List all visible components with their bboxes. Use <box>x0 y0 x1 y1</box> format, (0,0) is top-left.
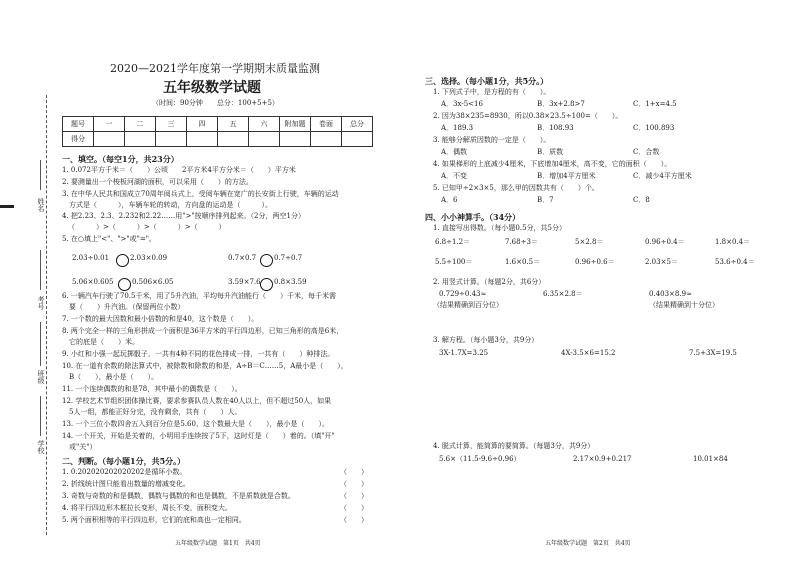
question-7: 7. 一个数的最大因数和最小倍数的和是40，这个数是（ ）。 <box>62 315 259 323</box>
calc-vertical-note: （结果精确到百分位） <box>433 301 503 309</box>
score-cell[interactable] <box>218 132 249 147</box>
score-cell[interactable] <box>125 132 156 147</box>
calc-vertical-item: 0.729÷0.43≈ <box>439 290 487 298</box>
question-4-line1: 4. 把2.23、2.3、2.232和2.22……用">"按顺序排列起来。（2分，两空1分） <box>62 212 305 220</box>
score-header: 附加题 <box>280 117 311 132</box>
calc-direct-item: 5×2.8＝ <box>575 238 604 246</box>
question-8-line1: 8. 两个完全一样的三角形拼成一个面积是36平方米的平行四边形，已知三角形的高是6米， <box>62 327 344 335</box>
score-header: 题号 <box>63 117 94 132</box>
judge-answer[interactable]: （ ） <box>340 504 368 512</box>
section-calc-title: 四、小小神算手。（34分） <box>425 212 521 222</box>
compare-expression: 0.7×0.7 <box>228 254 257 262</box>
calc-vertical-title: 2. 用竖式计算。（每题2分，共6分） <box>433 278 546 286</box>
section-choice-title: 三、选择。（每小题1分，共5分。） <box>425 76 549 86</box>
equation-item: 3X-1.7X=3.25 <box>439 349 489 357</box>
question-13: 13. 一个三位小数四舍五入到百分位是5.60，这个数最大是（ ），最小是（ ）。 <box>62 420 329 428</box>
compare-circle[interactable] <box>118 274 131 293</box>
exam-title: 2020—2021学年度第一学期期末质量监测 <box>110 62 320 75</box>
choice-option[interactable]: A．偶数 <box>441 148 468 156</box>
judge-4: 4. 将平行四边形木框拉长变形，周长不变，面积变大。 <box>62 504 232 512</box>
compare-expression: 2.03÷0.01 <box>72 254 110 262</box>
question-1: 1. 0.072平方千米＝（ ）公顷 2平方米4平方分米＝（ ）平方米 <box>62 166 296 174</box>
question-4-line2: （ ）>（ ）>（ ）>（ ） <box>68 223 226 231</box>
score-cell[interactable] <box>187 132 218 147</box>
question-12-line1: 12. 学校艺术节组织团体操比赛，要求参赛队员人数在40人以上，但不超过50人，如果 <box>62 397 332 405</box>
choice-option[interactable]: A．3x-5<16 <box>441 100 483 108</box>
score-header: 五 <box>218 117 249 132</box>
choice-option[interactable]: A．6 <box>441 196 458 204</box>
calc-direct-item: 7.68÷3＝ <box>505 238 538 246</box>
score-header: 卷面 <box>311 117 342 132</box>
question-5: 5. 在○填上"<"、">"或"="。 <box>62 235 156 243</box>
score-row-label: 得分 <box>63 132 94 147</box>
choice-option[interactable]: C．1+x=4.5 <box>633 100 677 108</box>
calc-vertical-item: 0.403×8.9≈ <box>649 290 692 298</box>
choice-4: 4. 如果梯形的上底减少4厘米，下底增加4厘米，高不变，它的面积（ ）。 <box>433 160 672 168</box>
score-cell[interactable] <box>280 132 311 147</box>
score-cell[interactable] <box>156 132 187 147</box>
choice-option[interactable]: C．100.893 <box>633 124 675 132</box>
choice-option[interactable]: B．质数 <box>537 148 564 156</box>
margin-mark <box>0 205 14 208</box>
score-cell[interactable] <box>311 132 342 147</box>
page-right <box>397 0 794 574</box>
judge-5: 5. 两个面积相等的平行四边形，它们的底和高也一定相同。 <box>62 516 246 524</box>
calc-direct-item: 2.03×5＝ <box>645 258 678 266</box>
choice-option[interactable]: A．189.3 <box>441 124 474 132</box>
choice-option[interactable]: C．减少4平方厘米 <box>633 172 692 180</box>
choice-1: 1. 下列式子中，是方程的有（ ）。 <box>433 88 551 96</box>
compare-expression: 3.59×7.6 <box>228 278 261 286</box>
choice-option[interactable]: C．合数 <box>633 148 660 156</box>
question-14-line2: 或"关"） <box>62 443 97 451</box>
section-fill-title: 一、填空。（每空1分，共23分） <box>62 154 179 164</box>
choice-2: 2. 因为38×235=8930，所以0.38×23.5÷100=（ ）。 <box>433 112 623 120</box>
question-3-line2: 方式是（ ），车辆车轮的转动，方向盘的运动是（ ）。 <box>62 201 272 209</box>
compare-expression: 0.7÷0.7 <box>274 254 303 262</box>
binding-line <box>46 95 47 535</box>
question-2: 2. 要测量出一个梭板河湖的面积，可以采用（ ）的方法。 <box>62 178 253 186</box>
judge-answer[interactable]: （ ） <box>340 492 368 500</box>
calc-direct-item: 1.6×0.5＝ <box>505 258 541 266</box>
compare-expression: 2.03×0.09 <box>130 254 168 262</box>
choice-option[interactable]: C．8 <box>633 196 650 204</box>
score-header: 六 <box>249 117 280 132</box>
calc-direct-item: 0.96÷0.4＝ <box>645 238 685 246</box>
score-header: 一 <box>94 117 125 132</box>
score-cell[interactable] <box>342 132 373 147</box>
score-cell[interactable] <box>249 132 280 147</box>
score-table <box>62 116 373 147</box>
judge-answer[interactable]: （ ） <box>340 480 368 488</box>
time-score-info: （时间：90分钟 总分：100+5+5） <box>152 99 279 107</box>
step-calc-item: 10.01×84 <box>693 455 728 463</box>
subject-title: 五年级数学试题 <box>163 80 261 96</box>
choice-option[interactable]: A．不变 <box>441 172 468 180</box>
equation-title: 3. 解方程。（每小题3分，共9分） <box>433 336 539 344</box>
question-3-line1: 3. 在中华人民共和国成立70周年阅兵式上，受阅车辆在宽广的长安街上行驶，车辆的运动 <box>62 190 339 198</box>
calc-direct-item: 53.6÷0.4＝ <box>715 258 755 266</box>
score-header: 总分 <box>342 117 373 132</box>
label-number: 考号 <box>37 296 45 310</box>
compare-circle[interactable] <box>260 274 273 293</box>
choice-option[interactable]: B．108.93 <box>537 124 574 132</box>
label-school: 学校 <box>37 440 45 454</box>
number-line <box>40 250 41 290</box>
school-line <box>40 396 41 436</box>
class-line <box>40 322 41 366</box>
calc-vertical-note: （结果精确到十分位） <box>649 301 719 309</box>
score-header: 四 <box>187 117 218 132</box>
page-footer-left: 五年级数学试题 第1页 共4页 <box>175 540 261 547</box>
question-14-line1: 14. 一个开关，开始是关着的，小明用手连续按了5下，这时灯是（ ）着的。（填"开" <box>62 432 335 440</box>
question-12-line2: 5人一组，都能正好分完，没有剩余，共有（ ）人。 <box>62 408 242 416</box>
choice-option[interactable]: B．增加4平方厘米 <box>537 172 596 180</box>
judge-1: 1. 0.202020202020202是循环小数。 <box>62 468 187 476</box>
compare-expression: 5.06×0.605 <box>72 278 114 286</box>
question-11: 11. 一个连续偶数的和是78，其中最小的偶数是（ ）。 <box>62 385 242 393</box>
calc-direct-item: 1.8×0.4＝ <box>715 238 751 246</box>
judge-2: 2. 折线统计图只能看出数量的增减变化。 <box>62 480 190 488</box>
compare-expression: 0.8×3.59 <box>274 278 307 286</box>
page-footer-right: 五年级数学试题 第2页 共4页 <box>545 540 631 547</box>
compare-circle[interactable] <box>260 250 273 269</box>
calc-vertical-item: 6.35×2.8＝ <box>543 290 583 298</box>
section-judge-title: 二、判断。（每小题1分，共5分。） <box>62 456 186 466</box>
equation-item: 4X-3.5×6=15.2 <box>561 349 616 357</box>
step-calc-title: 4. 脱式计算，能简算的要简算。（每题3分，共9分） <box>433 442 595 450</box>
question-6-line1: 6. 一辆汽车行驶了70.5千米，用了5升汽油，平均每升汽油能行（ ）千米，每千米需 <box>62 292 336 300</box>
question-9: 9. 小红和小强一起玩掷骰子，一共有4种不同的花色排成一排，一共有（ ）种排法。 <box>62 350 335 358</box>
calc-direct-item: 6.8÷1.2＝ <box>435 238 471 246</box>
score-header: 三 <box>156 117 187 132</box>
judge-answer[interactable]: （ ） <box>340 516 368 524</box>
equation-item: 7.5+3X=19.5 <box>689 349 737 357</box>
question-10-line2: B（ ），最小是（ ）。 <box>62 373 159 381</box>
label-class: 班级 <box>37 370 45 384</box>
question-10-line1: 10. 在一道有余数的除法算式中，被除数和除数的和是，A÷B＝C……5，A最小是（ ）， <box>62 362 348 370</box>
step-calc-item: 2.17×0.9+0.217 <box>573 455 632 463</box>
label-name: 姓名 <box>37 198 45 212</box>
question-6-line2: 要（ ）升汽油。（保留两位小数） <box>62 303 185 311</box>
choice-3: 3. 能够分解质因数的一定是（ ）。 <box>433 136 551 144</box>
calc-direct-title: 1. 直接写出得数。（每小题0.5分，共5分） <box>433 224 566 232</box>
judge-answer[interactable]: （ ） <box>340 468 368 476</box>
question-8-line2: 它的底是（ ）米。 <box>62 338 139 346</box>
choice-5: 5. 已知甲÷2×3×5，那么甲的因数共有（ ）个。 <box>433 184 599 192</box>
name-line <box>40 160 41 190</box>
judge-3: 3. 奇数与奇数的和是偶数，偶数与偶数的和也是偶数，不是质数就是合数。 <box>62 492 295 500</box>
score-header: 二 <box>125 117 156 132</box>
calc-direct-item: 5.5÷100＝ <box>435 258 473 266</box>
compare-circle[interactable] <box>116 250 129 269</box>
choice-option[interactable]: B．3x+2.8>7 <box>537 100 585 108</box>
choice-option[interactable]: B．7 <box>537 196 554 204</box>
step-calc-item: 5.6×（11.5-9.6÷0.96） <box>439 455 521 463</box>
calc-direct-item: 0.96÷0.6＝ <box>575 258 615 266</box>
compare-expression: 0.506×6.05 <box>132 278 174 286</box>
score-cell[interactable] <box>94 132 125 147</box>
